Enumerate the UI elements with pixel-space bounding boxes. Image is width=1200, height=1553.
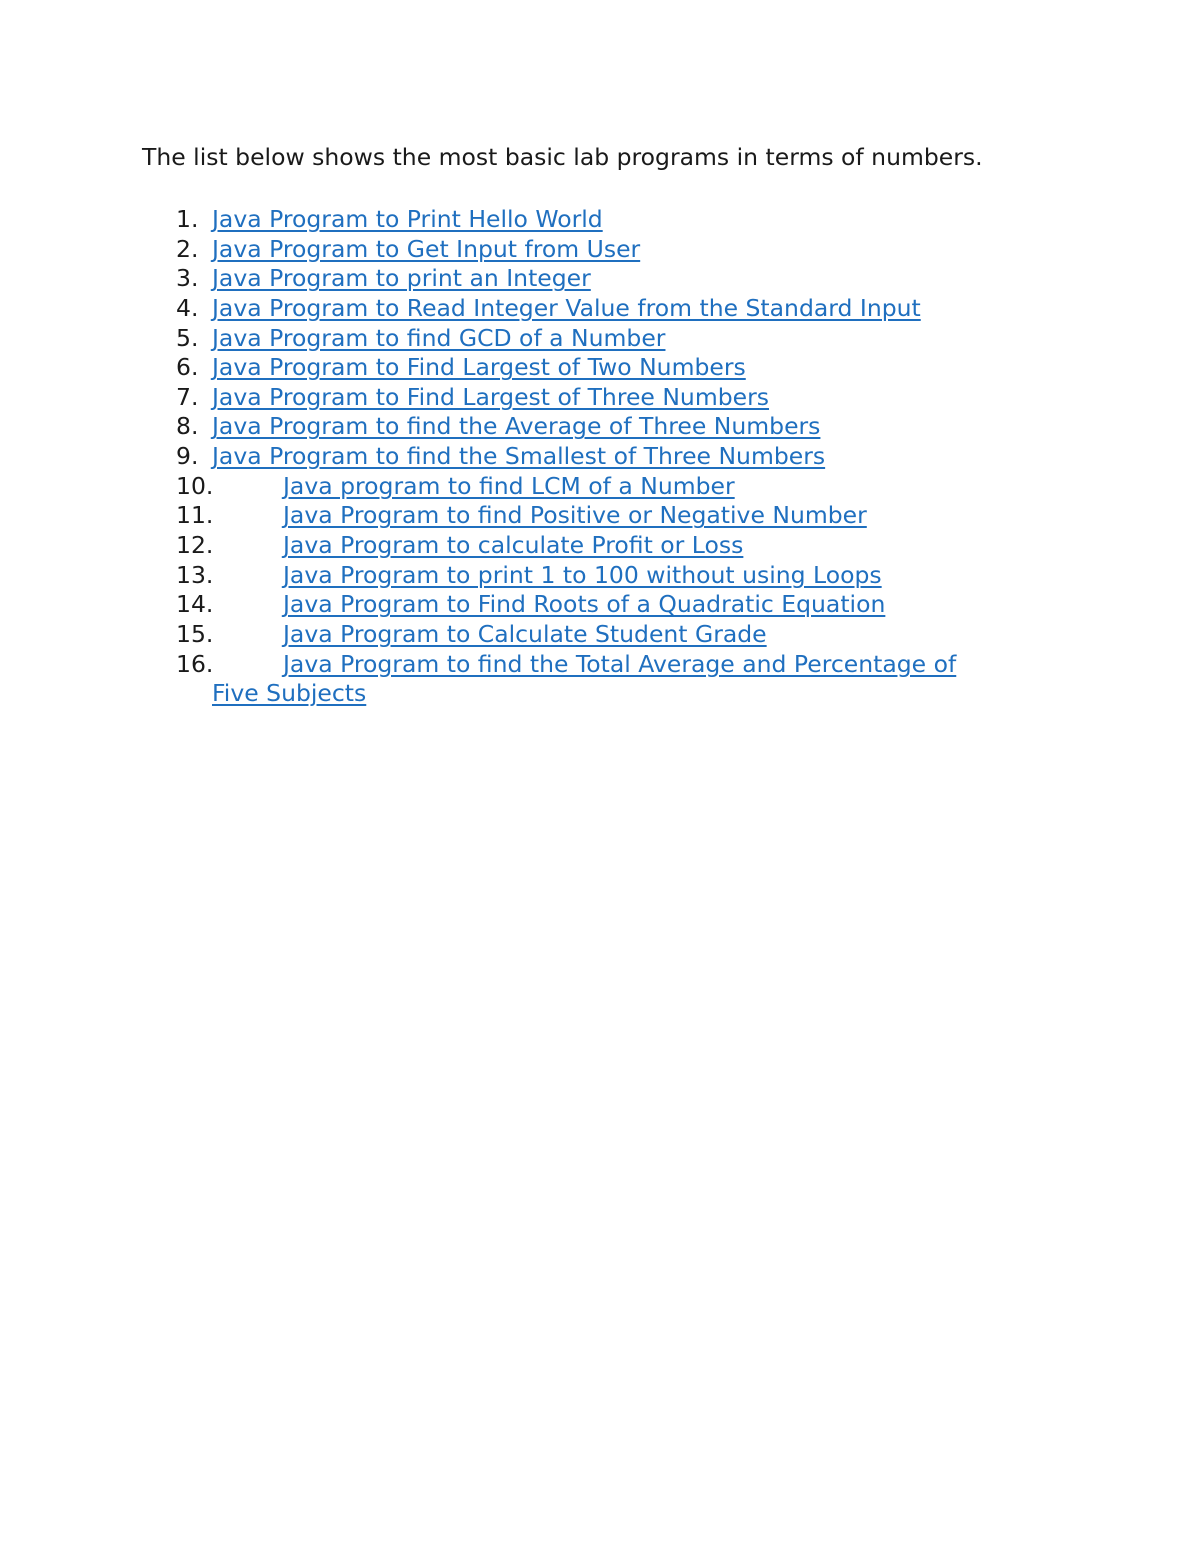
list-number: 1.	[176, 205, 199, 233]
program-link[interactable]: Java Program to Calculate Student Grade	[283, 619, 767, 648]
program-link[interactable]: Java Program to Print Hello World	[212, 205, 603, 233]
program-link[interactable]: Java Program to Read Integer Value from the Standard Input	[212, 293, 921, 322]
list-number: 5.	[176, 323, 199, 352]
list-item	[0, 235, 1200, 265]
list-number: 4.	[176, 293, 199, 322]
program-link[interactable]: Java Program to calculate Profit or Loss	[283, 531, 744, 560]
list-item	[0, 294, 1200, 324]
list-item	[0, 590, 1200, 620]
program-link[interactable]: Java Program to Find Largest of Two Numbers	[212, 353, 746, 382]
list-item	[0, 324, 1200, 354]
program-link[interactable]: Java Program to find the Total Average and Percentage of	[283, 649, 957, 678]
program-link[interactable]: Java Program to find the Average of Three Numbers	[212, 412, 821, 441]
list-number: 16.	[176, 649, 214, 678]
list-number: 15.	[176, 619, 214, 648]
program-link[interactable]: Java Program to print an Integer	[212, 264, 591, 293]
list-item	[0, 353, 1200, 383]
list-item	[0, 442, 1200, 472]
list-number: 8.	[176, 412, 199, 441]
list-number: 3.	[176, 264, 199, 293]
program-link[interactable]: Java Program to print 1 to 100 without using Loops	[283, 560, 882, 589]
list-item	[0, 620, 1200, 650]
program-link[interactable]: Java Program to find the Smallest of Three Numbers	[212, 442, 826, 471]
list-number: 14.	[176, 590, 214, 619]
list-number: 6.	[176, 353, 199, 382]
list-item	[0, 531, 1200, 561]
program-list	[0, 205, 1200, 708]
list-number: 12.	[176, 531, 214, 560]
program-link[interactable]: Java Program to Get Input from User	[212, 234, 641, 263]
program-link[interactable]: Java Program to find GCD of a Number	[212, 323, 666, 352]
list-item	[0, 501, 1200, 531]
list-number: 9.	[176, 442, 199, 471]
list-item	[0, 472, 1200, 502]
program-link[interactable]: Java Program to find Positive or Negative Number	[283, 501, 867, 530]
list-item	[0, 412, 1200, 442]
program-link-continuation[interactable]: Five Subjects	[212, 679, 367, 708]
list-number: 13.	[176, 560, 214, 589]
intro-text: The list below shows the most basic lab programs in terms of numbers.	[142, 143, 983, 171]
program-link[interactable]: Java Program to Find Roots of a Quadratic Equation	[283, 590, 886, 619]
list-number: 10.	[176, 471, 214, 500]
program-link[interactable]: Java Program to Find Largest of Three Numbers	[212, 382, 770, 411]
list-number: 7.	[176, 382, 199, 411]
list-item	[0, 205, 1200, 235]
list-item	[0, 561, 1200, 591]
list-item	[0, 383, 1200, 413]
list-item	[0, 264, 1200, 294]
list-item	[0, 649, 1200, 708]
program-link[interactable]: Java program to find LCM of a Number	[283, 471, 735, 500]
list-number: 2.	[176, 234, 199, 263]
list-number: 11.	[176, 501, 214, 530]
